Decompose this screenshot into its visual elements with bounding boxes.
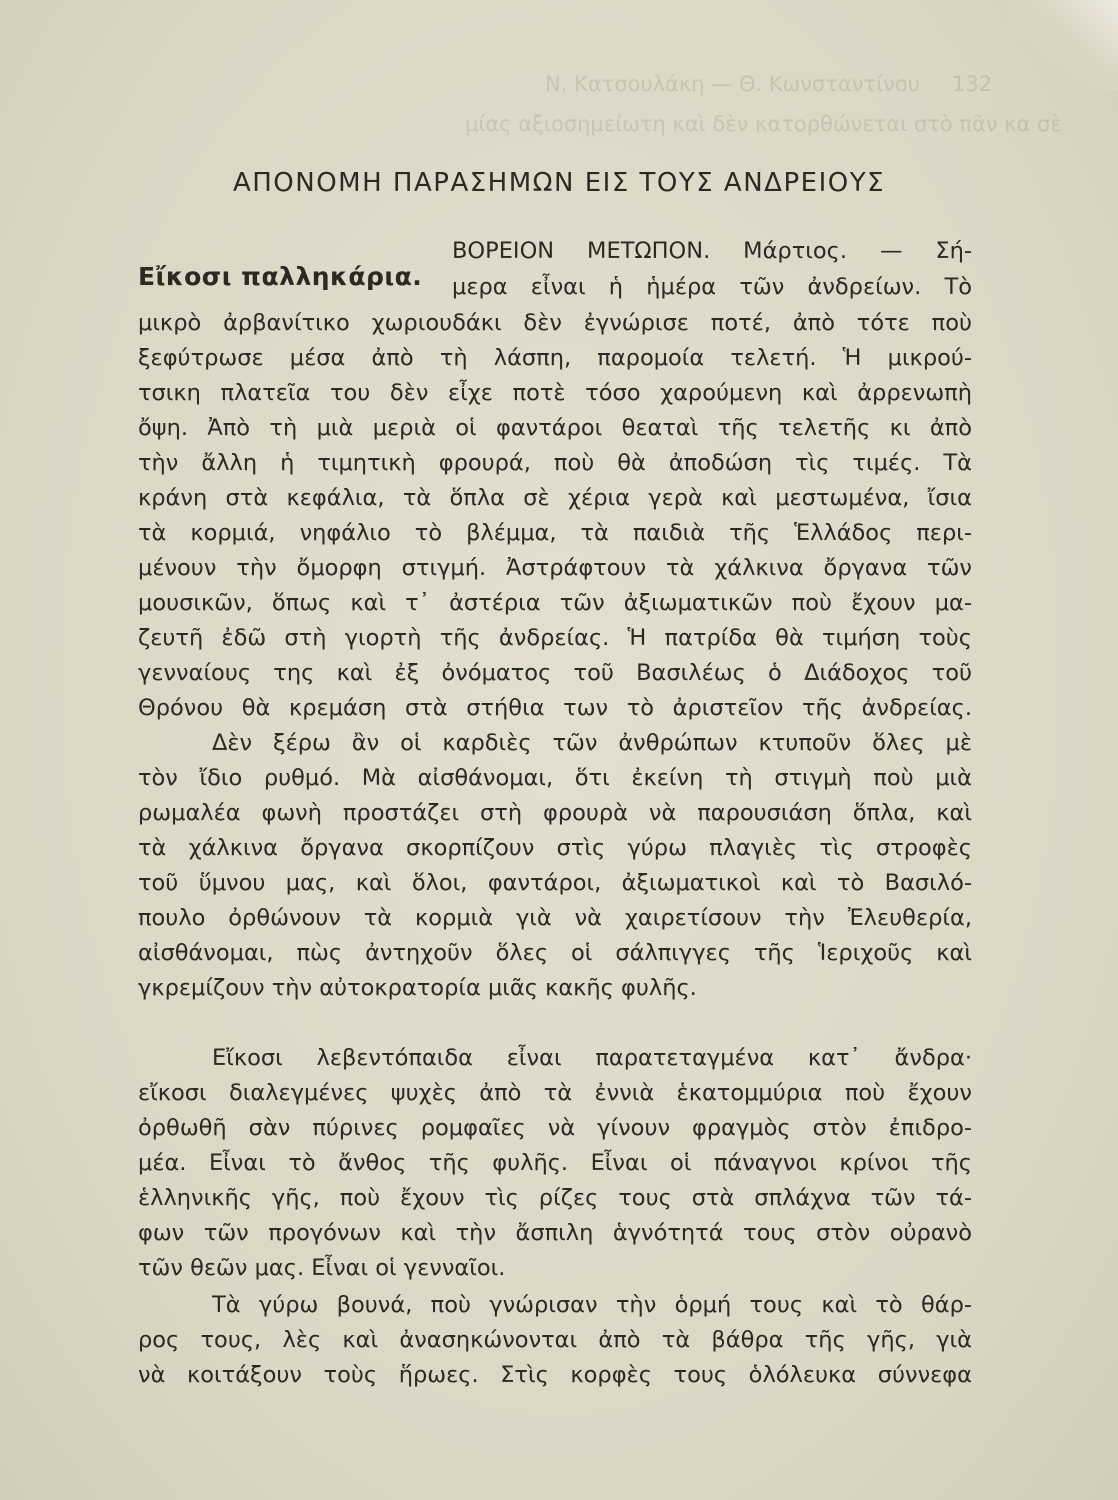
text-line-12: ζευτῆ ἐδῶ στὴ γιορτὴ τῆς ἀνδρείας. Ἡ πατρίδα θὰ τιμήση τοὺς: [138, 625, 972, 651]
text-line-3: μικρὸ ἀρβανίτικο χωριουδάκι δὲν ἐγνώρισε ποτέ, ἀπὸ τότε ποὺ: [138, 310, 972, 336]
text-line-31: ρος τους, λὲς καὶ ἀνασηκώνονται ἀπὸ τὰ βάθρα τῆς γῆς, γιὰ: [138, 1327, 972, 1353]
side-heading: Εἴκοσι παλληκάρια.: [138, 262, 423, 291]
text-line-17: ρωμαλέα φωνὴ προστάζει στὴ φρουρὰ νὰ παρουσιάση ὅπλα, καὶ: [138, 800, 972, 826]
text-line-21: αἰσθάνομαι, πὼς ἀντηχοῦν ὅλες οἱ σάλπιγγες τῆς Ἱεριχοῦς καὶ: [138, 940, 972, 966]
page-corner-fold: [1008, 0, 1118, 90]
text-line-27: ἑλληνικῆς γῆς, ποὺ ἔχουν τὶς ρίζες τους στὰ σπλάχνα τῶν τά-: [138, 1185, 972, 1211]
text-line-20: πουλο ὀρθώνουν τὰ κορμιὰ γιὰ νὰ χαιρετίσουν τὴν Ἐλευθερία,: [138, 905, 972, 931]
text-line-22: γκρεμίζουν τὴν αὐτοκρατορία μιᾶς κακῆς φυλῆς.: [138, 975, 697, 1001]
text-line-9: τὰ κορμιά, νηφάλιο τὸ βλέμμα, τὰ παιδιὰ τῆς Ἑλλάδος περι-: [138, 520, 972, 546]
text-line-15: Δὲν ξέρω ἂν οἱ καρδιὲς τῶν ἀνθρώπων κτυποῦν ὅλες μὲ: [212, 730, 972, 756]
text-line-32: νὰ κοιτάξουν τοὺς ἥρωες. Στὶς κορφὲς τους ὁλόλευκα σύννεφα: [138, 1362, 972, 1388]
text-line-19: τοῦ ὕμνου μας, καὶ ὅλοι, φαντάροι, ἀξιωματικοὶ καὶ τὸ Βασιλό-: [138, 870, 972, 896]
text-line-13: γενναίους της καὶ ἐξ ὀνόματος τοῦ Βασιλέως ὁ Διάδοχος τοῦ: [138, 660, 972, 686]
text-line-24: εἴκοσι διαλεγμένες ψυχὲς ἀπὸ τὰ ἐννιὰ ἑκατομμύρια ποὺ ἔχουν: [138, 1080, 972, 1106]
show-through-text-2: [0, 100, 1118, 140]
text-line-4: ξεφύτρωσε μέσα ἀπὸ τὴ λάσπη, παρομοία τελετή. Ἡ μικρού-: [138, 345, 972, 371]
text-line-18: τὰ χάλκινα ὄργανα σκορπίζουν στὶς γύρω πλαγιὲς τὶς στροφὲς: [138, 835, 972, 861]
text-line-10: μένουν τὴν ὄμορφη στιγμή. Ἀστράφτουν τὰ χάλκινα ὄργανα τῶν: [138, 555, 972, 581]
show-through-text: [0, 62, 1118, 102]
text-line-25: ὀρθωθῆ σὰν πύρινες ρομφαῖες νὰ γίνουν φραγμὸς στὸν ἐπιδρο-: [138, 1115, 972, 1141]
text-line-5: τσικη πλατεῖα του δὲν εἶχε ποτὲ τόσο χαρούμενη καὶ ἀρρενωπὴ: [138, 380, 972, 406]
text-line-26: μέα. Εἶναι τὸ ἄνθος τῆς φυλῆς. Εἶναι οἱ πάναγνοι κρίνοι τῆς: [138, 1150, 972, 1176]
bleed-back-line: μίας αξιοσημείωτη καὶ δὲν κατορθώνεται στὸ πᾶν κα σὲ: [465, 112, 1062, 136]
text-line-8: κράνη στὰ κεφάλια, τὰ ὅπλα σὲ χέρια γερὰ καὶ μεστωμένα, ἴσια: [138, 485, 972, 511]
text-line-1: ΒΟΡΕΙΟΝ ΜΕΤΩΠΟΝ. Μάρτιος. — Σή-: [452, 238, 972, 264]
bleed-page-number: 132: [952, 72, 993, 96]
text-line-28: φων τῶν προγόνων καὶ τὴν ἄσπιλη ἁγνότητά τους στὸν οὐρανὸ: [138, 1220, 972, 1246]
text-line-11: μουσικῶν, ὅπως καὶ τ᾿ ἀστέρια τῶν ἀξιωματικῶν ποὺ ἔχουν μα-: [138, 590, 972, 616]
text-line-23: Εἴκοσι λεβεντόπαιδα εἶναι παρατεταγμένα κατ᾿ ἄνδρα·: [212, 1045, 972, 1071]
page-title: ΑΠΟΝΟΜΗ ΠΑΡΑΣΗΜΩΝ ΕΙΣ ΤΟΥΣ ΑΝΔΡΕΙΟΥΣ: [232, 168, 886, 198]
text-line-7: τὴν ἄλλη ἡ τιμητικὴ φρουρά, ποὺ θὰ ἀποδώση τὶς τιμές. Τὰ: [138, 450, 972, 476]
bleed-running-head: Ν. Κατσουλάκη — Θ. Κωνσταντίνου: [545, 72, 920, 96]
text-line-14: Θρόνου θὰ κρεμάση στὰ στήθια των τὸ ἀριστεῖον τῆς ἀνδρείας.: [138, 695, 972, 721]
text-line-2: μερα εἶναι ἡ ἡμέρα τῶν ἀνδρείων. Τὸ: [452, 274, 972, 300]
text-line-30: Τὰ γύρω βουνά, ποὺ γνώρισαν τὴν ὁρμή τους καὶ τὸ θάρ-: [212, 1292, 972, 1318]
text-line-16: τὸν ἴδιο ρυθμό. Μὰ αἰσθάνομαι, ὅτι ἐκείνη τὴ στιγμὴ ποὺ μιὰ: [138, 765, 972, 791]
text-line-29: τῶν θεῶν μας. Εἶναι οἱ γενναῖοι.: [138, 1255, 506, 1281]
text-line-6: ὄψη. Ἀπὸ τὴ μιὰ μεριὰ οἱ φαντάροι θεαταὶ τῆς τελετῆς κι ἀπὸ: [138, 415, 972, 441]
